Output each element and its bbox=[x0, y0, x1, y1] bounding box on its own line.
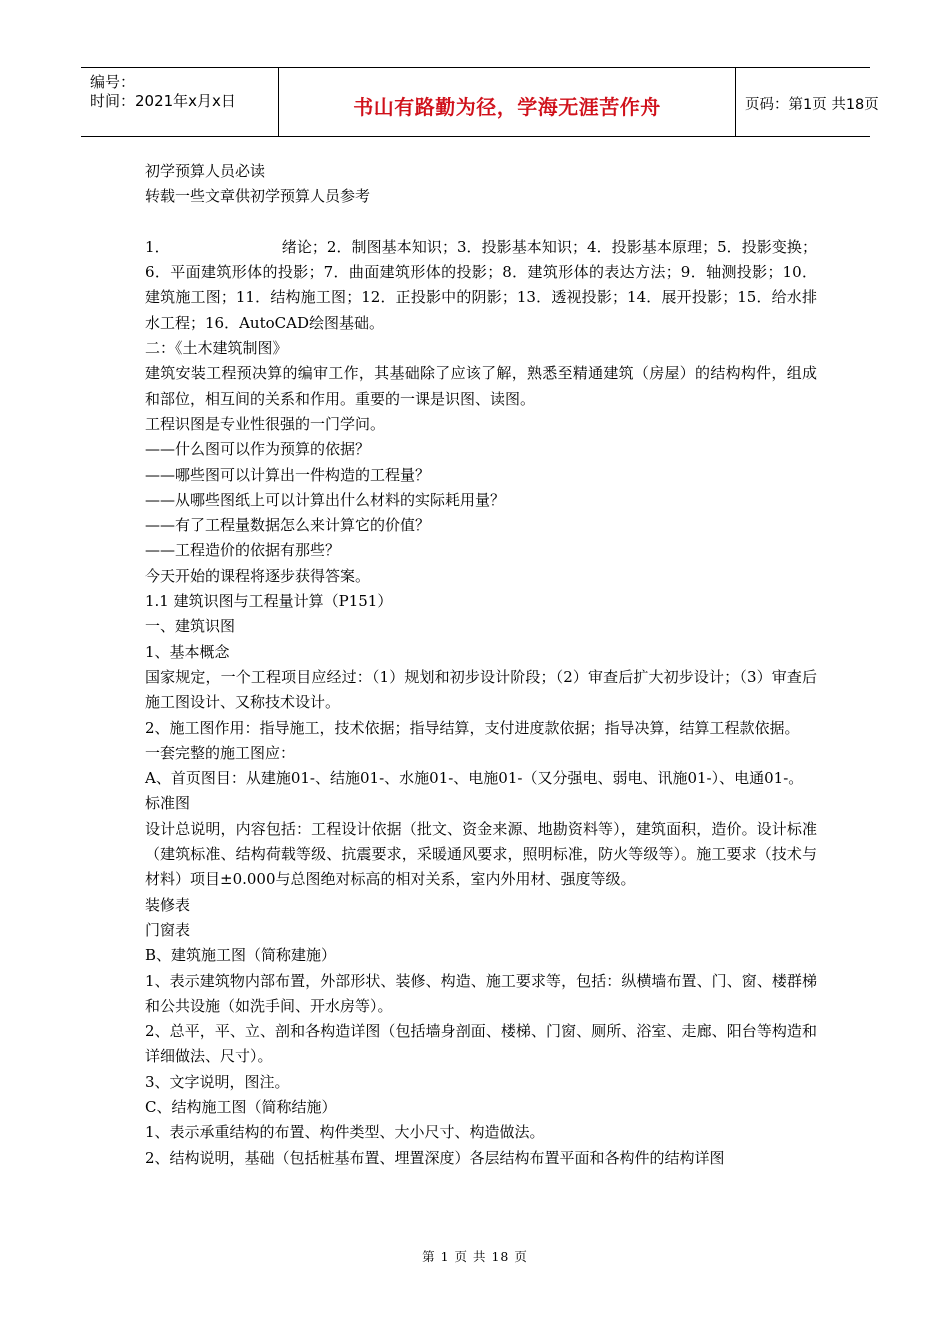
list-number: 1． bbox=[145, 237, 170, 256]
header-page-info: 页码：第1页 共18页 bbox=[745, 97, 879, 113]
body-line: B、建筑施工图（简称建施） bbox=[145, 946, 337, 965]
body-line: 二：《土木建筑制图》 bbox=[145, 339, 288, 358]
header-motto: 书山有路勤为径，学海无涯苦作舟 bbox=[353, 95, 661, 119]
body-line: ——哪些图可以计算出一件构造的工程量？ bbox=[145, 465, 431, 484]
document-number-label: 编号： bbox=[90, 73, 136, 91]
body-line: 2、结构说明，基础（包括桩基布置、埋置深度）各层结构布置平面和各构件的结构详图 bbox=[145, 1148, 725, 1167]
body-line: 设计总说明，内容包括：工程设计依据（批文、资金来源、地勘资料等），建筑面积，造价。设计标准（建筑标准、结构荷载等级、抗震要求，采暖通风要求，照明标准，防火等级等）。施工要求（技术与材料）项目±0.000与总图绝对标高的相对关系，室内外用材、强度等级。 bbox=[145, 819, 817, 889]
body-line: ——工程造价的依据有那些？ bbox=[145, 541, 341, 560]
body-line: 1、基本概念 bbox=[145, 642, 230, 661]
body-line: 一套完整的施工图应： bbox=[145, 743, 296, 762]
list-text: 绪论；2．制图基本知识；3．投影基本知识；4．投影基本原理；5．投影变换；6．平面建筑形体的投影；7．曲面建筑形体的投影；8．建筑形体的表达方法；9．轴测投影；10．建筑施工图；11．结构施工图；12．正投影中的阴影；13．透视投影；14．展开投影；15．给水排水工程；16．AutoCAD绘图基础。 bbox=[145, 237, 818, 332]
body-line: 初学预算人员必读 bbox=[145, 162, 266, 180]
body-line: 一、建筑识图 bbox=[145, 617, 236, 636]
body-line: 1.1 建筑识图与工程量计算（P151） bbox=[145, 592, 393, 611]
header-page-cell bbox=[735, 68, 879, 136]
body-line: 3、文字说明，图注。 bbox=[145, 1072, 290, 1091]
body-line-list bbox=[145, 235, 817, 336]
body-line: 建筑安装工程预决算的编审工作，其基础除了应该了解，熟悉至精通建筑（房屋）的结构构件，组成和部位，相互间的关系和作用。重要的一课是识图、读图。 bbox=[145, 364, 817, 408]
body-line: 国家规定，一个工程项目应经过：（1）规划和初步设计阶段；（2）审查后扩大初步设计；（3）审查后施工图设计、又称技术设计。 bbox=[145, 667, 817, 712]
body-line: 工程识图是专业性很强的一门学问。 bbox=[145, 414, 386, 433]
body-line: C、结构施工图（简称结施） bbox=[145, 1097, 337, 1116]
body-line: 门窗表 bbox=[145, 920, 191, 939]
header-meta-cell bbox=[81, 68, 278, 136]
body-line: 装修表 bbox=[145, 895, 191, 914]
body-line: 2、总平，平、立、剖和各构造详图（包括墙身剖面、楼梯、门窗、厕所、浴室、走廊、阳台等构造和详细做法、尺寸）。 bbox=[145, 1022, 817, 1066]
body-line: 转载一些文章供初学预算人员参考 bbox=[145, 187, 371, 206]
page-footer: 第 1 页 共 18 页 bbox=[422, 1249, 528, 1264]
header-motto-cell bbox=[278, 68, 736, 136]
blank-line bbox=[145, 210, 817, 235]
body-line: ——从哪些图纸上可以计算出什么材料的实际耗用量？ bbox=[145, 490, 506, 509]
body-line: 标准图 bbox=[145, 794, 191, 813]
document-header bbox=[81, 67, 879, 137]
body-line: 1、表示建筑物内部布置，外部形状、装修、构造、施工要求等，包括：纵横墙布置、门、窗、楼群梯和公共设施（如洗手间、开水房等）。 bbox=[145, 971, 817, 1015]
body-line: 今天开始的课程将逐步获得答案。 bbox=[145, 566, 371, 585]
document-date-label: 时间：2021年x月x日 bbox=[90, 92, 236, 110]
body-line: A、首页图目：从建施01-、结施01-、水施01-、电施01-（又分强电、弱电、讯施01-）、电通01-。 bbox=[145, 769, 804, 788]
document-body bbox=[145, 159, 817, 1171]
body-line: ——什么图可以作为预算的依据？ bbox=[145, 440, 371, 459]
body-line: 2、施工图作用：指导施工，技术依据；指导结算，支付进度款依据；指导决算，结算工程款依据。 bbox=[145, 718, 800, 737]
body-line: 1、表示承重结构的布置、构件类型、大小尺寸、构造做法。 bbox=[145, 1123, 545, 1142]
body-line: ——有了工程量数据怎么来计算它的价值？ bbox=[145, 516, 431, 535]
